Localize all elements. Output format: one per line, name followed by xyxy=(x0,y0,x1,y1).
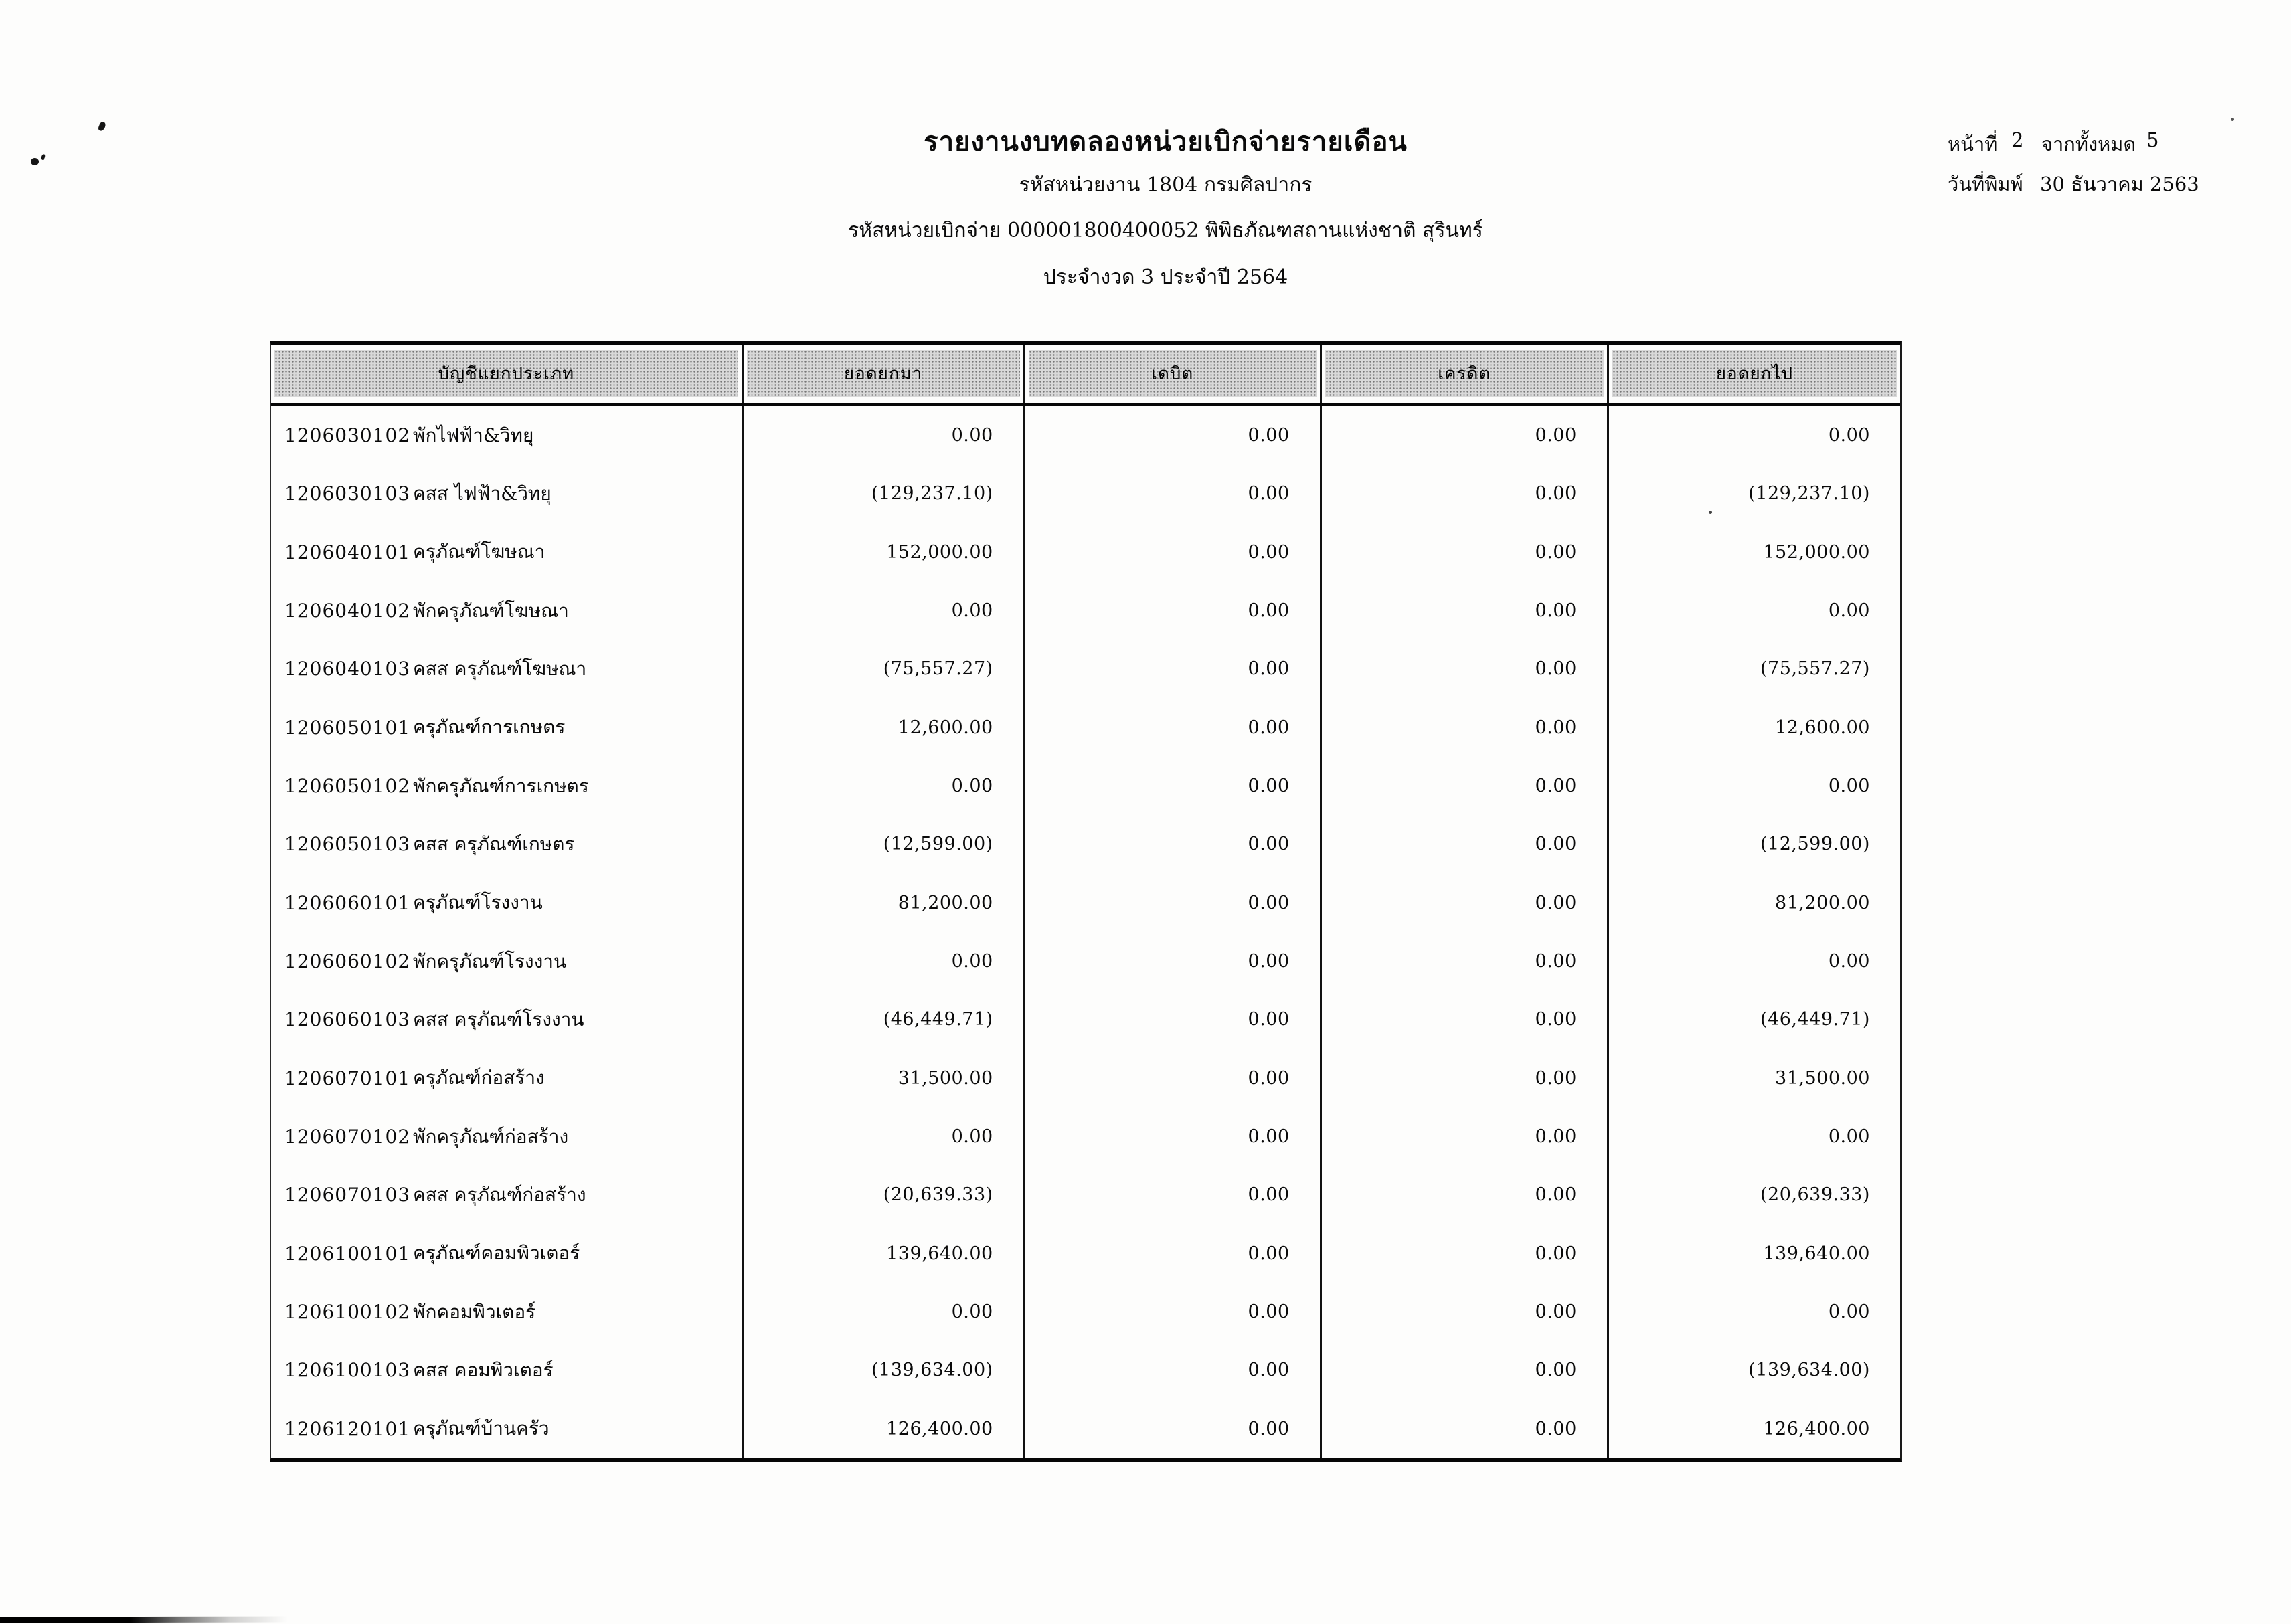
debit-cell xyxy=(1025,757,1322,815)
carry-forward-cell xyxy=(744,1049,1025,1107)
column-header-balance xyxy=(1609,345,1900,403)
balance-value: (46,449.71) xyxy=(1760,1009,1870,1030)
table-body xyxy=(271,406,1900,1458)
period-line: ประจำงวด 3 ประจำปี 2564 xyxy=(1043,266,1288,289)
debit-value: 0.00 xyxy=(1248,541,1290,563)
balance-cell xyxy=(1609,757,1900,815)
account-code: 1206100102 xyxy=(284,1301,411,1324)
balance-cell xyxy=(1609,640,1900,698)
debit-value: 0.00 xyxy=(1248,951,1290,972)
carry-forward-value: (12,599.00) xyxy=(883,834,993,855)
debit-value: 0.00 xyxy=(1248,1184,1290,1206)
balance-cell xyxy=(1609,1166,1900,1224)
credit-value: 0.00 xyxy=(1535,951,1577,972)
carry-forward-cell xyxy=(744,699,1025,757)
table-row xyxy=(271,815,1900,873)
debit-cell xyxy=(1025,406,1322,464)
carry-forward-value: 139,640.00 xyxy=(886,1243,993,1264)
column-header-credit xyxy=(1322,345,1609,403)
table-row xyxy=(271,1400,1900,1458)
debit-value: 0.00 xyxy=(1248,834,1290,855)
table-row xyxy=(271,640,1900,698)
balance-value: 12,600.00 xyxy=(1775,717,1870,738)
scan-speck xyxy=(2231,118,2234,121)
balance-value: (20,639.33) xyxy=(1760,1184,1870,1206)
account-cell xyxy=(271,932,744,990)
carry-forward-cell xyxy=(744,757,1025,815)
table-row xyxy=(271,1049,1900,1107)
carry-forward-value: 31,500.00 xyxy=(898,1067,993,1089)
carry-forward-value: 0.00 xyxy=(951,425,993,446)
table-row xyxy=(271,523,1900,581)
credit-cell xyxy=(1322,699,1609,757)
credit-value: 0.00 xyxy=(1535,425,1577,446)
account-name: คสส ครุภัณฑ์เกษตร xyxy=(413,832,575,855)
account-name: ครุภัณฑ์การเกษตร xyxy=(413,716,566,739)
credit-value: 0.00 xyxy=(1535,1243,1577,1264)
column-header-account-label: บัญชีแยกประเภท xyxy=(274,350,738,397)
balance-value: 0.00 xyxy=(1828,1301,1870,1323)
account-code: 1206100103 xyxy=(284,1359,411,1382)
credit-cell xyxy=(1322,990,1609,1049)
carry-forward-cell xyxy=(744,581,1025,640)
debit-value: 0.00 xyxy=(1248,717,1290,738)
account-cell xyxy=(271,815,744,873)
balance-cell xyxy=(1609,815,1900,873)
credit-cell xyxy=(1322,1049,1609,1107)
credit-cell xyxy=(1322,874,1609,932)
balance-value: 0.00 xyxy=(1828,951,1870,972)
debit-value: 0.00 xyxy=(1248,1360,1290,1381)
account-code: 1206050102 xyxy=(284,775,411,798)
trial-balance-table xyxy=(270,341,1902,1462)
debit-value: 0.00 xyxy=(1248,425,1290,446)
account-code: 1206070101 xyxy=(284,1067,411,1089)
account-cell xyxy=(271,581,744,640)
account-code: 1206040101 xyxy=(284,541,411,563)
debit-cell xyxy=(1025,523,1322,581)
debit-cell xyxy=(1025,990,1322,1049)
balance-value: 31,500.00 xyxy=(1775,1067,1870,1089)
debit-cell xyxy=(1025,581,1322,640)
carry-forward-value: 0.00 xyxy=(951,951,993,972)
print-date: 30 ธันวาคม 2563 xyxy=(2040,173,2199,195)
account-code: 1206050103 xyxy=(284,833,411,856)
balance-cell xyxy=(1609,1107,1900,1166)
carry-forward-cell xyxy=(744,1166,1025,1224)
account-name: คสส ครุภัณฑ์ก่อสร้าง xyxy=(413,1183,586,1206)
carry-forward-cell xyxy=(744,1400,1025,1458)
carry-forward-value: (139,634.00) xyxy=(871,1360,993,1381)
credit-value: 0.00 xyxy=(1535,834,1577,855)
table-row xyxy=(271,1341,1900,1399)
account-name: คสส ครุภัณฑ์โฆษณา xyxy=(413,657,587,680)
carry-forward-value: (20,639.33) xyxy=(883,1184,993,1206)
carry-forward-cell xyxy=(744,1107,1025,1166)
credit-cell xyxy=(1322,640,1609,698)
credit-value: 0.00 xyxy=(1535,1126,1577,1148)
debit-cell xyxy=(1025,1283,1322,1341)
credit-value: 0.00 xyxy=(1535,1184,1577,1206)
credit-cell xyxy=(1322,581,1609,640)
debit-cell xyxy=(1025,932,1322,990)
carry-forward-cell xyxy=(744,640,1025,698)
column-header-account xyxy=(271,345,744,403)
carry-forward-cell xyxy=(744,523,1025,581)
balance-cell xyxy=(1609,523,1900,581)
column-header-debit-label: เดบิต xyxy=(1029,350,1317,397)
carry-forward-cell xyxy=(744,1283,1025,1341)
credit-cell xyxy=(1322,406,1609,464)
account-name: คสส ไฟฟ้า&วิทยุ xyxy=(413,482,551,505)
balance-value: 0.00 xyxy=(1828,600,1870,622)
carry-forward-cell xyxy=(744,990,1025,1049)
table-row xyxy=(271,699,1900,757)
debit-value: 0.00 xyxy=(1248,483,1290,505)
balance-cell xyxy=(1609,1225,1900,1283)
table-row xyxy=(271,406,1900,464)
account-name: ครุภัณฑ์ก่อสร้าง xyxy=(413,1067,545,1089)
table-row xyxy=(271,1107,1900,1166)
balance-cell xyxy=(1609,464,1900,523)
debit-cell xyxy=(1025,1400,1322,1458)
balance-cell xyxy=(1609,1400,1900,1458)
carry-forward-value: (46,449.71) xyxy=(883,1009,993,1030)
balance-value: (75,557.27) xyxy=(1760,658,1870,680)
debit-value: 0.00 xyxy=(1248,1243,1290,1264)
credit-cell xyxy=(1322,1107,1609,1166)
account-name: ครุภัณฑ์โรงงาน xyxy=(413,891,543,914)
account-name: ครุภัณฑ์คอมพิวเตอร์ xyxy=(413,1242,580,1265)
credit-value: 0.00 xyxy=(1535,483,1577,505)
column-header-debit xyxy=(1025,345,1322,403)
account-code: 1206060102 xyxy=(284,950,411,973)
debit-cell xyxy=(1025,464,1322,523)
debit-cell xyxy=(1025,815,1322,873)
balance-cell xyxy=(1609,1283,1900,1341)
debit-value: 0.00 xyxy=(1248,1067,1290,1089)
column-header-carry-forward xyxy=(744,345,1025,403)
table-row xyxy=(271,581,1900,640)
balance-value: (129,237.10) xyxy=(1748,483,1870,505)
credit-cell xyxy=(1322,1166,1609,1224)
table-row xyxy=(271,1166,1900,1224)
balance-cell xyxy=(1609,932,1900,990)
account-cell xyxy=(271,757,744,815)
account-name: ครุภัณฑ์โฆษณา xyxy=(413,541,545,563)
credit-value: 0.00 xyxy=(1535,1360,1577,1381)
account-name: คสส คอมพิวเตอร์ xyxy=(413,1358,554,1381)
column-header-balance-label: ยอดยกไป xyxy=(1612,350,1897,397)
credit-value: 0.00 xyxy=(1535,600,1577,622)
balance-value: 0.00 xyxy=(1828,1126,1870,1148)
account-cell xyxy=(271,1166,744,1224)
balance-cell xyxy=(1609,406,1900,464)
account-code: 1206030102 xyxy=(284,424,411,447)
account-cell xyxy=(271,1107,744,1166)
debit-value: 0.00 xyxy=(1248,1009,1290,1030)
balance-cell xyxy=(1609,874,1900,932)
balance-cell xyxy=(1609,581,1900,640)
account-code: 1206100101 xyxy=(284,1242,411,1265)
credit-value: 0.00 xyxy=(1535,1418,1577,1439)
table-row xyxy=(271,990,1900,1049)
credit-cell xyxy=(1322,523,1609,581)
credit-value: 0.00 xyxy=(1535,892,1577,913)
account-cell xyxy=(271,640,744,698)
account-cell xyxy=(271,1049,744,1107)
carry-forward-cell xyxy=(744,1341,1025,1399)
table-row xyxy=(271,1225,1900,1283)
debit-value: 0.00 xyxy=(1248,1126,1290,1148)
page-meta xyxy=(1948,128,2269,215)
balance-cell xyxy=(1609,699,1900,757)
account-code: 1206040103 xyxy=(284,658,411,681)
table-header-row xyxy=(271,345,1900,406)
disbursement-unit-line: รหัสหน่วยเบิกจ่าย 000001800400052 พิพิธภัณฑสถานแห่งชาติ สุรินทร์ xyxy=(848,219,1483,242)
debit-value: 0.00 xyxy=(1248,658,1290,680)
account-code: 1206070102 xyxy=(284,1125,411,1148)
credit-cell xyxy=(1322,1225,1609,1283)
credit-cell xyxy=(1322,464,1609,523)
account-name: พักครุภัณฑ์โรงงาน xyxy=(413,950,567,972)
debit-cell xyxy=(1025,699,1322,757)
account-cell xyxy=(271,464,744,523)
balance-value: 152,000.00 xyxy=(1763,541,1870,563)
balance-cell xyxy=(1609,1341,1900,1399)
carry-forward-value: 126,400.00 xyxy=(886,1418,993,1439)
table-row xyxy=(271,757,1900,815)
debit-cell xyxy=(1025,1107,1322,1166)
carry-forward-value: 0.00 xyxy=(951,776,993,797)
balance-value: 0.00 xyxy=(1828,425,1870,446)
debit-value: 0.00 xyxy=(1248,1301,1290,1323)
account-cell xyxy=(271,1225,744,1283)
carry-forward-value: 152,000.00 xyxy=(886,541,993,563)
credit-value: 0.00 xyxy=(1535,1301,1577,1323)
debit-cell xyxy=(1025,874,1322,932)
carry-forward-cell xyxy=(744,1225,1025,1283)
total-pages-label: จากทั้งหมด xyxy=(2041,132,2136,155)
balance-value: (12,599.00) xyxy=(1760,834,1870,855)
table-row xyxy=(271,874,1900,932)
credit-value: 0.00 xyxy=(1535,776,1577,797)
balance-value: (139,634.00) xyxy=(1748,1360,1870,1381)
debit-cell xyxy=(1025,1166,1322,1224)
account-cell xyxy=(271,406,744,464)
credit-cell xyxy=(1322,932,1609,990)
account-name: พักคอมพิวเตอร์ xyxy=(413,1300,536,1323)
credit-cell xyxy=(1322,815,1609,873)
carry-forward-value: 0.00 xyxy=(951,600,993,622)
table-row xyxy=(271,932,1900,990)
balance-value: 126,400.00 xyxy=(1763,1418,1870,1439)
carry-forward-cell xyxy=(744,815,1025,873)
debit-cell xyxy=(1025,1049,1322,1107)
account-name: พักครุภัณฑ์ก่อสร้าง xyxy=(413,1125,569,1148)
page-number: 2 xyxy=(2011,128,2024,151)
print-date-label: วันที่พิมพ์ xyxy=(1948,173,2023,195)
account-name: พักครุภัณฑ์โฆษณา xyxy=(413,599,569,622)
debit-cell xyxy=(1025,640,1322,698)
debit-value: 0.00 xyxy=(1248,892,1290,913)
account-code: 1206070103 xyxy=(284,1184,411,1206)
credit-cell xyxy=(1322,1400,1609,1458)
credit-cell xyxy=(1322,1283,1609,1341)
scan-speck xyxy=(31,158,39,165)
debit-value: 0.00 xyxy=(1248,600,1290,622)
credit-value: 0.00 xyxy=(1535,658,1577,680)
account-cell xyxy=(271,874,744,932)
carry-forward-cell xyxy=(744,406,1025,464)
carry-forward-cell xyxy=(744,932,1025,990)
carry-forward-value: (75,557.27) xyxy=(883,658,993,680)
account-cell xyxy=(271,990,744,1049)
carry-forward-cell xyxy=(744,464,1025,523)
balance-value: 0.00 xyxy=(1828,776,1870,797)
credit-value: 0.00 xyxy=(1535,541,1577,563)
balance-value: 139,640.00 xyxy=(1763,1243,1870,1264)
credit-value: 0.00 xyxy=(1535,717,1577,738)
account-cell xyxy=(271,523,744,581)
column-header-credit-label: เครดิต xyxy=(1325,350,1604,397)
account-code: 1206050101 xyxy=(284,716,411,739)
scan-speck xyxy=(1709,511,1712,514)
balance-cell xyxy=(1609,1049,1900,1107)
credit-cell xyxy=(1322,757,1609,815)
balance-value: 81,200.00 xyxy=(1775,892,1870,913)
debit-cell xyxy=(1025,1225,1322,1283)
account-name: พักไฟฟ้า&วิทยุ xyxy=(413,424,534,446)
account-code: 1206040102 xyxy=(284,600,411,622)
account-code: 1206060103 xyxy=(284,1008,411,1031)
account-name: คสส ครุภัณฑ์โรงงาน xyxy=(413,1008,584,1030)
account-name: พักครุภัณฑ์การเกษตร xyxy=(413,774,589,797)
carry-forward-value: 0.00 xyxy=(951,1301,993,1323)
credit-value: 0.00 xyxy=(1535,1009,1577,1030)
carry-forward-value: 81,200.00 xyxy=(898,892,993,913)
total-pages: 5 xyxy=(2146,128,2159,151)
account-cell xyxy=(271,1400,744,1458)
credit-cell xyxy=(1322,1341,1609,1399)
carry-forward-cell xyxy=(744,874,1025,932)
account-code: 1206120101 xyxy=(284,1417,411,1440)
report-title: รายงานงบทดลองหน่วยเบิกจ่ายรายเดือน xyxy=(924,126,1408,157)
debit-value: 0.00 xyxy=(1248,776,1290,797)
carry-forward-value: 0.00 xyxy=(951,1126,993,1148)
account-code: 1206030103 xyxy=(284,482,411,505)
account-cell xyxy=(271,699,744,757)
carry-forward-value: 12,600.00 xyxy=(898,717,993,738)
debit-cell xyxy=(1025,1341,1322,1399)
page-number-label: หน้าที่ xyxy=(1948,132,1998,155)
account-cell xyxy=(271,1283,744,1341)
carry-forward-value: (129,237.10) xyxy=(871,483,993,505)
account-name: ครุภัณฑ์บ้านครัว xyxy=(413,1417,549,1440)
table-row xyxy=(271,464,1900,523)
balance-cell xyxy=(1609,990,1900,1049)
column-header-carry-forward-label: ยอดยกมา xyxy=(747,350,1020,397)
table-row xyxy=(271,1283,1900,1341)
debit-value: 0.00 xyxy=(1248,1418,1290,1439)
scan-artifact-bottom-line xyxy=(0,1616,288,1623)
credit-value: 0.00 xyxy=(1535,1067,1577,1089)
agency-code-line: รหัสหน่วยงาน 1804 กรมศิลปากร xyxy=(1019,173,1312,197)
account-cell xyxy=(271,1341,744,1399)
account-code: 1206060101 xyxy=(284,891,411,914)
